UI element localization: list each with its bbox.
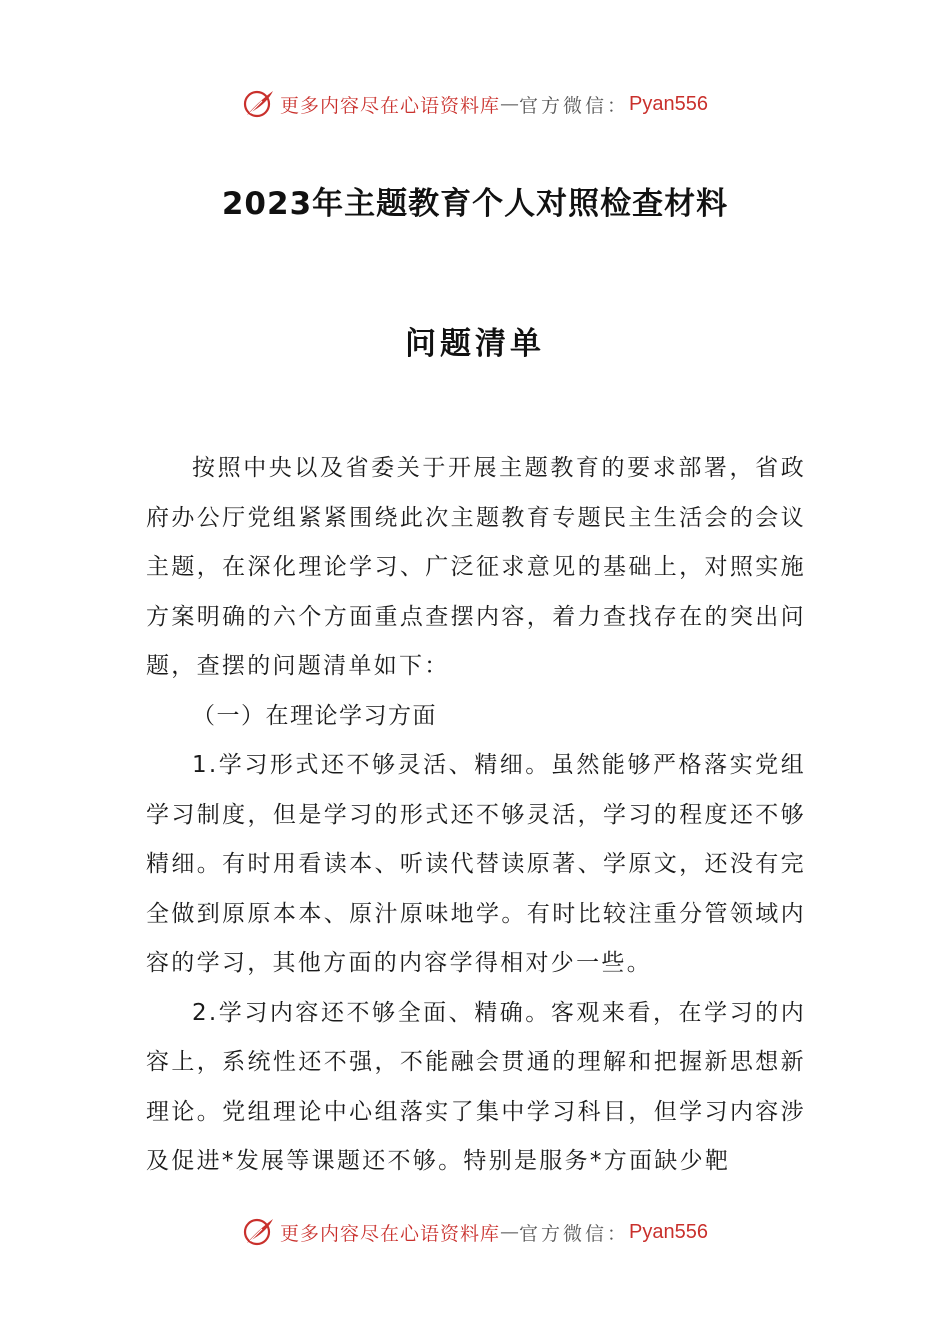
document-body: [146, 444, 806, 1187]
quill-logo-icon: [242, 87, 276, 121]
quill-logo-icon: [242, 1215, 276, 1249]
watermark-label: 官方微信：: [519, 1222, 630, 1245]
watermark-dash: —: [500, 1221, 520, 1243]
intro-paragraph: 按照中央以及省委关于开展主题教育的要求部署，省政府办公厅党组紧紧围绕此次主题教育专题民主生活会的会议主题，在深化理论学习、广泛征求意见的基础上，对照实施方案明确的六个方面重点查摆内容，着力查找存在的突出问题，查摆的问题清单如下：: [146, 455, 806, 679]
item-paragraph-1: 1.学习形式还不够灵活、精细。虽然能够严格落实党组学习制度，但是学习的形式还不够灵活，学习的程度还不够精细。有时用看读本、听读代替读原著、学原文，还没有完全做到原原本本、原汁原味地学。有时比较注重分管领域内容的学习，其他方面的内容学得相对少一些。: [146, 752, 806, 976]
watermark-header: [0, 84, 950, 124]
watermark-id: Pyan556: [629, 1220, 708, 1243]
watermark-site-text: 更多内容尽在心语资料库: [280, 94, 501, 117]
item-paragraph-2: 2.学习内容还不够全面、精确。客观来看，在学习的内容上，系统性还不强，不能融会贯通的理解和把握新思想新理论。党组理论中心组落实了集中学习科目，但学习内容涉及促进*发展等课题还不够。特别是服务*方面缺少靶: [146, 999, 806, 1174]
watermark-footer: [0, 1212, 950, 1252]
document-subtitle: 问题清单: [405, 326, 545, 362]
watermark-site-text: 更多内容尽在心语资料库: [280, 1222, 501, 1245]
watermark-id: Pyan556: [629, 92, 708, 115]
watermark-dash: —: [500, 93, 520, 115]
document-title: 2023年主题教育个人对照检查材料: [221, 186, 729, 222]
watermark-label: 官方微信：: [519, 94, 630, 117]
section-heading: （一）在理论学习方面: [192, 702, 437, 729]
